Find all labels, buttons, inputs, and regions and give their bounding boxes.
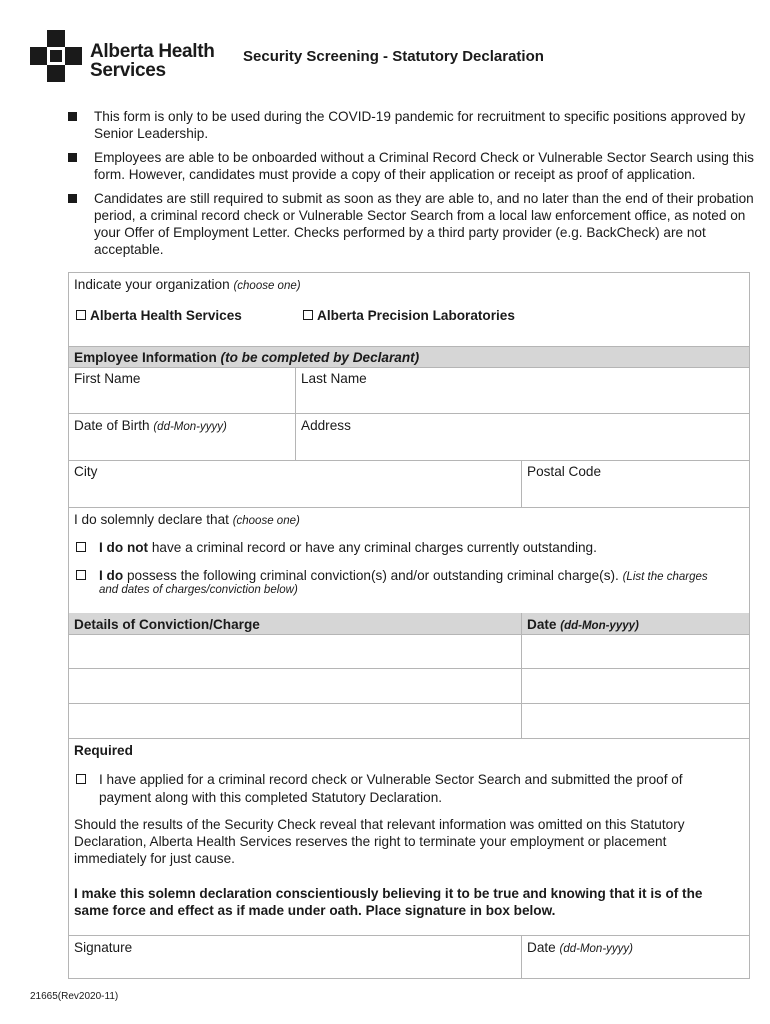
omission-notice: Should the results of the Security Check reveal that relevant information was omitted on this Statutory Declaration, Alberta Health Services reserves the right to terminate your employment or placement immediately for just cause. [74, 817, 685, 866]
instructions-list [68, 108, 758, 265]
required-checkbox-line-1: I have applied for a criminal record check or Vulnerable Sector Search and submitted the proof of [99, 772, 683, 787]
last-name-field[interactable] [296, 367, 749, 413]
conviction-details-row-3[interactable] [69, 704, 521, 738]
conviction-details-row-1[interactable] [69, 635, 521, 668]
instruction-item: This form is only to be used during the COVID-19 pandemic for recruitment to specific positions approved by Senior Leadership. [68, 108, 758, 142]
bullet-square-icon [68, 112, 77, 121]
signature-field[interactable] [69, 936, 521, 978]
required-title: Required [74, 743, 133, 758]
checkbox-alberta-health-services[interactable] [76, 310, 86, 320]
postal-code-field[interactable] [522, 461, 749, 507]
conviction-date-row-1[interactable] [522, 635, 749, 668]
conviction-date-row-2[interactable] [522, 669, 749, 703]
last-name-label: Last Name [301, 371, 367, 386]
checkbox-applied-for-check[interactable] [76, 774, 86, 784]
ahs-logo-mark [30, 30, 82, 82]
organization-prompt: Indicate your organization (choose one) [74, 277, 301, 292]
bullet-square-icon [68, 194, 77, 203]
signature-date-label: Date (dd-Mon-yyyy) [527, 940, 633, 955]
address-label: Address [301, 418, 351, 433]
checkbox-do-not-have-record[interactable] [76, 542, 86, 552]
declaration-option-do-not: I do not have a criminal record or have any criminal charges currently outstanding. [99, 540, 597, 555]
city-label: City [74, 464, 98, 479]
document-title: Security Screening - Statutory Declaration [243, 48, 544, 65]
declaration-option-do-hint: and dates of charges/conviction below) [99, 584, 298, 596]
option-alberta-precision-labs: Alberta Precision Laboratories [317, 308, 515, 323]
ahs-logo-text: Alberta Health Services [90, 41, 215, 81]
first-name-label: First Name [74, 371, 141, 386]
declaration-prompt: I do solemnly declare that (choose one) [74, 512, 300, 527]
city-field[interactable] [69, 461, 521, 507]
address-field[interactable] [296, 414, 749, 460]
employee-section-title: Employee Information (to be completed by Declarant) [74, 350, 420, 365]
signature-date-field[interactable] [522, 936, 749, 978]
date-of-birth-field[interactable] [69, 414, 295, 460]
first-name-field[interactable] [69, 367, 295, 413]
conviction-details-header: Details of Conviction/Charge [74, 617, 260, 632]
form-code: 21665(Rev2020-11) [30, 991, 119, 1002]
conviction-date-row-3[interactable] [522, 704, 749, 738]
declaration-form [68, 272, 750, 979]
declaration-option-do: I do possess the following criminal conviction(s) and/or outstanding criminal charge(s). (List the charges [99, 568, 708, 583]
conviction-details-row-2[interactable] [69, 669, 521, 703]
postal-code-label: Postal Code [527, 464, 602, 479]
conviction-date-header: Date (dd-Mon-yyyy) [527, 617, 639, 632]
checkbox-alberta-precision-labs[interactable] [303, 310, 313, 320]
bullet-square-icon [68, 153, 77, 162]
signature-label: Signature [74, 940, 133, 955]
solemn-declaration-statement: I make this solemn declaration conscientiously believing it to be true and knowing that it is of the same force and effect as if made under oath. Place signature in box below. [74, 886, 703, 918]
option-alberta-health-services: Alberta Health Services [90, 308, 242, 323]
instruction-item: Candidates are still required to submit as soon as they are able to, and no later than the end of their probation period, a criminal record check or Vulnerable Sector Search from a local law enforcement office, as noted on your Offer of Employment Letter. Checks performed by a third party provider (e.g. BackCheck) are not acceptable. [68, 190, 758, 258]
instruction-item: Employees are able to be onboarded without a Criminal Record Check or Vulnerable Sector Search using this form. However, candidates must provide a copy of their application or receipt as proof of application. [68, 149, 758, 183]
date-of-birth-label: Date of Birth (dd-Mon-yyyy) [74, 418, 227, 433]
checkbox-do-have-record[interactable] [76, 570, 86, 580]
required-checkbox-line-2: payment along with this completed Statutory Declaration. [99, 790, 443, 805]
